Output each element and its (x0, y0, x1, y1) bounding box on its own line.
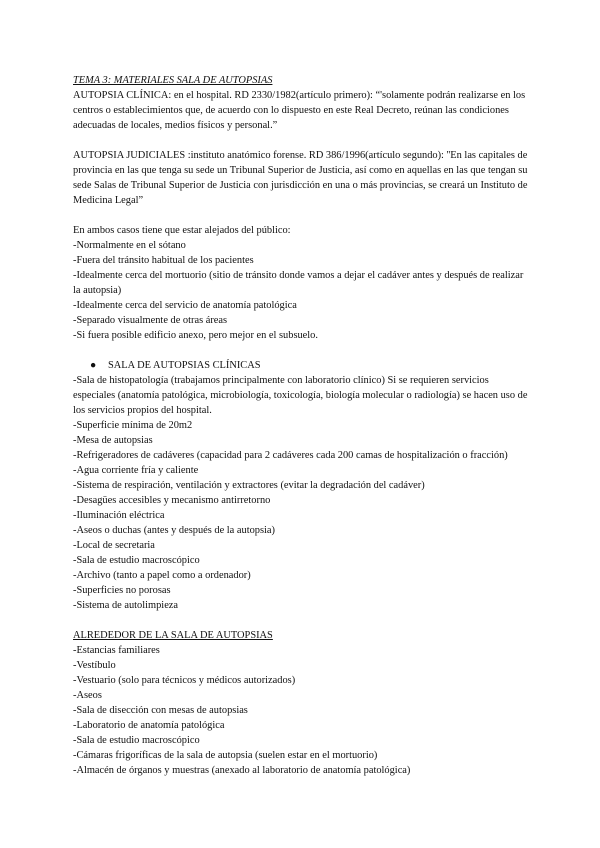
list-item: -Sistema de respiración, ventilación y extractores (evitar la degradación del cadáver) (73, 480, 425, 491)
list-item: -Refrigeradores de cadáveres (capacidad para 2 cadáveres cada 200 camas de hospitalización o fracción) (73, 450, 508, 461)
sala-autopsias-list (73, 373, 533, 613)
list-item: -Idealmente cerca del servicio de anatomía patológica (73, 300, 297, 311)
alrededor-list (73, 643, 533, 778)
list-item: -Estancias familiares (73, 645, 160, 656)
list-item: -Idealmente cerca del mortuorio (sitio de tránsito donde vamos a dejar el cadáver antes y después de realizar la autopsia) (73, 270, 524, 296)
list-item: -Laboratorio de anatomía patológica (73, 720, 225, 731)
list-item: -Superficies no porosas (73, 585, 171, 596)
list-item: -Aseos (73, 690, 102, 701)
section-heading-text: SALA DE AUTOPSIAS CLÍNICAS (108, 360, 261, 371)
list-item: -Mesa de autopsias (73, 435, 153, 446)
list-item: -Sala de estudio macroscópico (73, 555, 200, 566)
document-body (73, 73, 533, 778)
list-item: -Sala de disección con mesas de autopsias (73, 705, 248, 716)
section-heading-alrededor: ALREDEDOR DE LA SALA DE AUTOPSIAS (73, 630, 273, 641)
list-item: -Si fuera posible edificio anexo, pero mejor en el subsuelo. (73, 330, 318, 341)
list-item: -Sala de estudio macroscópico (73, 735, 200, 746)
list-intro: En ambos casos tiene que estar alejados del público: (73, 225, 291, 236)
section-heading-sala-autopsias (73, 358, 533, 373)
list-item: -Vestíbulo (73, 660, 116, 671)
list-item: -Separado visualmente de otras áreas (73, 315, 228, 326)
list-item: -Sistema de autolimpieza (73, 600, 179, 611)
document-title: TEMA 3: MATERIALES SALA DE AUTOPSIAS (73, 75, 273, 86)
list-item: -Desagües accesibles y mecanismo antirretorno (73, 495, 271, 506)
list-item: -Fuera del tránsito habitual de los pacientes (73, 255, 254, 266)
bullet-icon: ● (90, 360, 97, 371)
list-item: -Normalmente en el sótano (73, 240, 186, 251)
list-item: -Iluminación eléctrica (73, 510, 165, 521)
paragraph-autopsia-judicial: AUTOPSIA JUDICIALES :instituto anatómico forense. RD 386/1996(artículo segundo): ''En las capitales de provincia en las que tenga su sede un Tribunal Superior de Justicia, así como en aquellas en las que tengan su sede Salas de Tribunal Superior de Justicia con jurisdicción en una o más provincias, se creará un Instituto de Medicina Legal” (73, 150, 528, 206)
list-item: -Vestuario (solo para técnicos y médicos autorizados) (73, 675, 296, 686)
list-item: -Archivo (tanto a papel como a ordenador) (73, 570, 251, 581)
list-item: -Local de secretaria (73, 540, 155, 551)
location-requirements-list (73, 238, 533, 343)
list-item: -Agua corriente fría y caliente (73, 465, 199, 476)
list-item: -Sala de histopatología (trabajamos principalmente con laboratorio clínico) Si se requieren servicios especiales (anatomía patológica, microbiología, toxicología, biología molecular o radiología) se hacen uso de los servicios propios del hospital. (73, 375, 528, 416)
list-item: -Aseos o duchas (antes y después de la autopsia) (73, 525, 275, 536)
paragraph-autopsia-clinica: AUTOPSIA CLÍNICA: en el hospital. RD 2330/1982(artículo primero): “'solamente podrán realizarse en los centros o establecimientos que, de acuerdo con lo dispuesto en este Real Decreto, reúnan las condiciones adecuadas de locales, medios físicos y personal.” (73, 90, 526, 131)
list-item: -Cámaras frigoríficas de la sala de autopsia (suelen estar en el mortuorio) (73, 750, 378, 761)
list-item: -Almacén de órganos y muestras (anexado al laboratorio de anatomía patológica) (73, 765, 411, 776)
list-item: -Superficie mínima de 20m2 (73, 420, 193, 431)
